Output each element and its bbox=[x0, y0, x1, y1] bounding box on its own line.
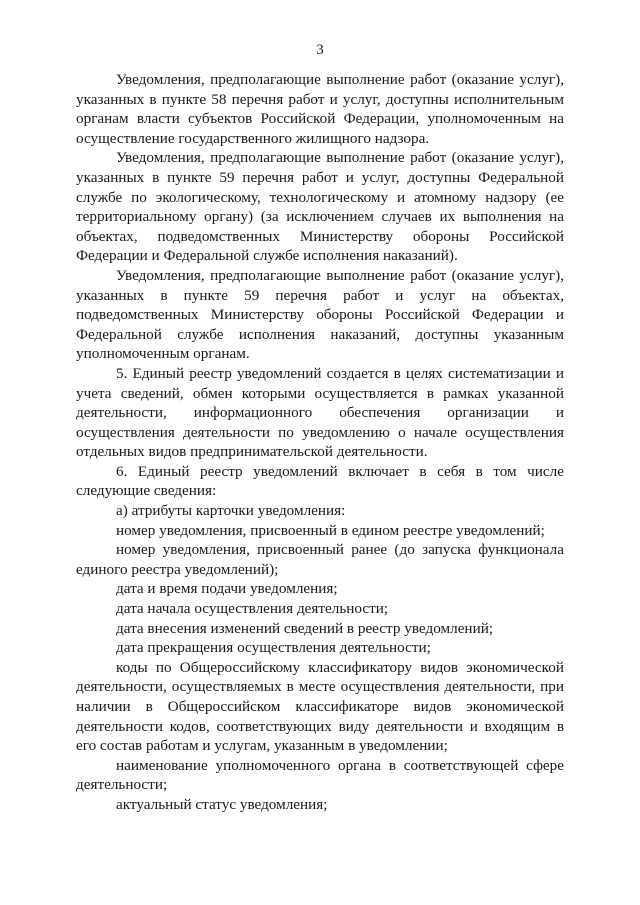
list-item-previous-notice-number: номер уведомления, присвоенный ранее (до запуска функционала единого реестра уведомлений); bbox=[76, 541, 564, 578]
list-item-changes-date: дата внесения изменений сведений в реестр уведомлений; bbox=[116, 619, 494, 637]
paragraph-clause-6: 6. Единый реестр уведомлений включает в себя в том числе следующие сведения: bbox=[76, 462, 564, 500]
document-body bbox=[76, 70, 564, 815]
paragraph-notices-item-58: Уведомления, предполагающие выполнение работ (оказание услуг), указанных в пункте 58 перечня работ и услуг, доступны исполнительным органам власти субъектов Российской Федерации, уполномоченным на осуществление государственного жилищного надзора. bbox=[76, 71, 564, 147]
list-item-termination-date: дата прекращения осуществления деятельности; bbox=[116, 639, 431, 657]
list-item-submission-date: дата и время подачи уведомления; bbox=[116, 580, 338, 598]
paragraph-notices-item-59-defense-objects: Уведомления, предполагающие выполнение работ (оказание услуг), указанных в пункте 59 перечня работ и услуг на объектах, подведомственных Министерству обороны Российской Федерации и Федеральной службе исполнения наказаний, доступны указанным уполномоченным органам. bbox=[76, 266, 564, 363]
page-number: 3 bbox=[316, 42, 324, 58]
list-item-notice-number: номер уведомления, присвоенный в едином реестре уведомлений; bbox=[116, 521, 545, 539]
paragraph-clause-5: 5. Единый реестр уведомлений создается в целях систематизации и учета сведений, обмен которыми осуществляется в рамках указанной деятельности, информационного обеспечения организации и осуществления деятельности по уведомлению о начале осуществления отдельных видов предпринимательской деятельности. bbox=[76, 364, 564, 461]
list-item-okved-codes: коды по Общероссийскому классификатору видов экономической деятельности, осуществляемых в месте осуществления деятельности, при наличии в Общероссийском классификаторе видов экономической деятельности кодов, соответствующих виду деятельности и входящим в его состав работам и услугам, указанным в уведомлении; bbox=[76, 658, 564, 755]
list-item-notice-status: актуальный статус уведомления; bbox=[116, 795, 328, 813]
list-item-authority-name: наименование уполномоченного органа в соответствующей сфере деятельности; bbox=[76, 756, 564, 794]
list-item-card-attributes: а) атрибуты карточки уведомления: bbox=[116, 502, 346, 520]
paragraph-notices-item-59: Уведомления, предполагающие выполнение работ (оказание услуг), указанных в пункте 59 перечня работ и услуг, доступны Федеральной службе по экологическому, технологическому и атомному надзору (ее территориальному органу) (за исключением случаев их выполнения на объектах, подведомственных Министерству обороны Российской Федерации и Федеральной службе исполнения наказаний). bbox=[76, 149, 564, 265]
list-item-activity-start-date: дата начала осуществления деятельности; bbox=[116, 600, 389, 618]
